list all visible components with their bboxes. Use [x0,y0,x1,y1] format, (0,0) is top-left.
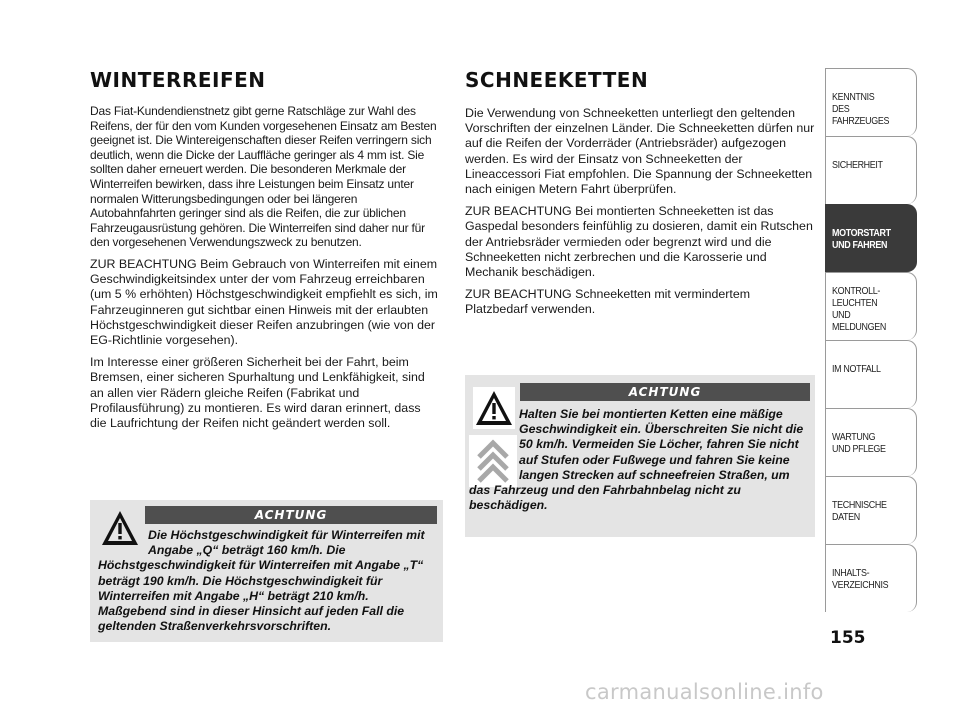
icon-spacer [469,407,519,483]
watermark: carmanualsonline.info [585,680,824,704]
winterreifen-warning-text [98,528,438,634]
winterreifen-warning-title: ACHTUNG [145,506,437,524]
winterreifen-warning-box [90,500,443,642]
winterreifen-paragraph-1: Das Fiat-Kundendienstnetz gibt gerne Ratschläge zur Wahl des Reifens, der für den vom Kunden vorgesehenen Einsatz am Besten geeignet ist. Die Wintereigenschaften dieser Reifen verringern sich deutlich, wenn die Dicke der Lauffläche geringer als 4 mm ist. Sie sollten daher erneuert werden. Die besonderen Merkmale der Winterreifen bewirken, dass ihre Leistungen beim Einsatz unter normalen Witterungsbedingungen oder bei längeren Autobahnfahrten geringer sind als die Reifen, die zur üblichen Fahrzeugausrüstung gehören. Die Winterreifen sind daher nur für den vorgesehenen Verwendungszweck zu benutzen. [90,104,437,250]
winterreifen-heading: WINTERREIFEN [90,68,266,92]
tab-label: WARTUNG UND PFLEGE [832,431,886,455]
icon-spacer [98,528,148,558]
tab-sicherheit[interactable] [825,136,917,204]
winterreifen-paragraph-3: Im Interesse einer größeren Sicherheit bei der Fahrt, beim Bremsen, einer sicheren Spurhaltung und Lenkfähigkeit, sind an allen vier Rädern gleiche Reifen (Fabrikat und Profilausführung) zu montieren. Es wird daran erinnert, dass die Laufrichtung der Reifen nicht geändert werden soll. [90,355,425,430]
schneeketten-warning-box [465,375,815,537]
winterreifen-section [90,68,440,438]
tab-label: TECHNISCHE DATEN [832,499,887,523]
winterreifen-warning-text-content: Die Höchstgeschwindigkeit für Winterreifen mit Angabe „Q“ beträgt 160 km/h. Die Höchstgeschwindigkeit für Winterreifen mit Angabe „T“ beträgt 190 km/h. Die Höchstgeschwindigkeit für Winterreifen mit Angabe „H“ beträgt 210 km/h. Maßgebend sind in dieser Hinsicht auf jeden Fall die geltenden Straßenverkehrsvorschriften. [98,528,425,634]
tab-label: KONTROLL- LEUCHTEN UND MELDUNGEN [832,285,886,333]
tab-im-notfall[interactable] [825,340,917,408]
schneeketten-paragraph-3: ZUR BEACHTUNG Schneeketten mit vermindertem Platzbedarf verwenden. [465,287,751,317]
tab-technische-daten[interactable] [825,476,917,544]
schneeketten-warning-title: ACHTUNG [520,383,810,401]
tab-kontrollleuchten[interactable] [825,272,917,340]
tab-label: INHALTS- VERZEICHNIS [832,567,889,591]
schneeketten-warning-text-content: Halten Sie bei montierten Ketten eine mäßige Geschwindigkeit ein. Überschreiten Sie nicht die 50 km/h. Vermeiden Sie Löcher, fahren Sie nicht auf Stufen oder Fußwege und fahren Sie keine langen Strecken auf schneefreien Straßen, um das Fahrzeug und den Fahrbahnbelag nicht zu beschädigen. [469,407,804,513]
tab-kenntnis[interactable] [825,68,917,136]
tab-label: SICHERHEIT [832,159,883,171]
chapter-tabs [825,68,917,612]
tab-wartung[interactable] [825,408,917,476]
schneeketten-warning-text [469,407,811,513]
schneeketten-paragraph-1: Die Verwendung von Schneeketten unterliegt den geltenden Vorschriften der einzelnen Länder. Die Schneeketten dürfen nur auf die Reifen der Vorderräder (Antriebsräder) aufgezogen werden. Es wird der Einsatz von Schneeketten der Lineaccessori Fiat empfohlen. Die Spannung der Schneeketten nach einigen Metern Fahrt überprüfen. [465,106,815,197]
schneeketten-heading: SCHNEEKETTEN [465,68,649,92]
tab-label: MOTORSTART UND FAHREN [832,227,891,251]
schneeketten-section [465,68,815,325]
tab-motorstart[interactable] [825,204,917,272]
page-number: 155 [830,628,866,648]
schneeketten-paragraph-2: ZUR BEACHTUNG Bei montierten Schneeketten ist das Gaspedal besonders feinfühlig zu dosieren, damit ein Rutschen der Antriebsräder vermieden oder begrenzt wird und die Schneeketten nicht zerbrechen und die Karosserie und Mechanik beschädigen. [465,204,813,280]
tab-label: KENNTNIS DES FAHRZEUGES [832,91,890,127]
winterreifen-paragraph-2: ZUR BEACHTUNG Beim Gebrauch von Winterreifen mit einem Geschwindigkeitsindex unter der vom Fahrzeug erreichbaren (um 5 % erhöhten) Höchstgeschwindigkeit empfiehlt es sich, im Fahrzeuginneren gut sichtbar einen Hinweis mit der erlaubten Höchstgeschwindigkeit dieser Reifen anzubringen (wie von der EG-Richtlinie vorgesehen). [90,256,438,347]
tab-label: IM NOTFALL [832,363,881,375]
tab-inhaltsverzeichnis[interactable] [825,544,917,612]
